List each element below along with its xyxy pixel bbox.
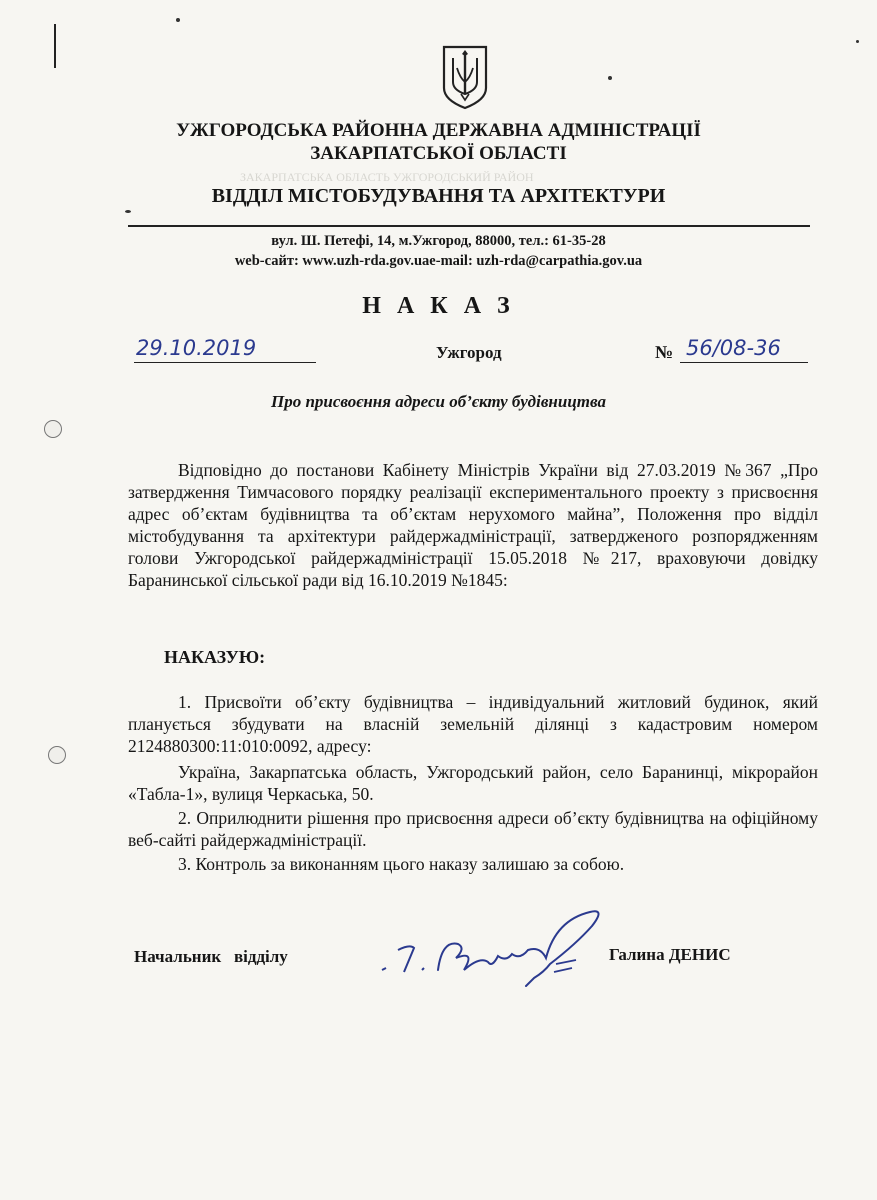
scan-speck bbox=[608, 76, 612, 80]
organization-name: УЖГОРОДСЬКА РАЙОННА ДЕРЖАВНА АДМІНІСТРАЦІЇ bbox=[176, 120, 701, 141]
issue-city: Ужгород bbox=[436, 343, 502, 362]
handwritten-signature bbox=[380, 900, 610, 990]
date-underline bbox=[134, 362, 316, 363]
signatory-role: Начальник відділу bbox=[134, 947, 288, 966]
order-item-3: 3. Контроль за виконанням цього наказу залишаю за собою. bbox=[178, 854, 625, 874]
handwritten-date: 29.10.2019 bbox=[136, 336, 257, 360]
postal-address: вул. Ш. Петефі, 14, м.Ужгород, 88000, тел.: 61-35-28 bbox=[271, 233, 606, 249]
preamble-paragraph: Відповідно до постанови Кабінету Міністрів України від 27.03.2019 №367 „Про затвердження Тимчасового порядку реалізації експериментального проекту з присвоєння адрес об’єктам будівництва та об’єктам нерухомого майна”, Положення про відділ містобудування та архітектури райдержадміністрації, затвердженого розпорядженням голови Ужгородської райдержадміністрації 15.05.2018 №217, враховуючи довідку Баранинської сільської ради від 16.10.2019 №1845: bbox=[128, 460, 818, 590]
order-item-1: 1. Присвоїти об’єкту будівництва – індивідуальний житловий будинок, який планується збудувати на власній земельній ділянці з кадастровим номером 2124880300:11:010:0092, адресу: bbox=[128, 692, 818, 756]
signatory-name: Галина ДЕНИС bbox=[609, 945, 731, 964]
punch-hole-top bbox=[44, 420, 62, 438]
order-keyword: НАКАЗУЮ: bbox=[164, 647, 266, 667]
number-label: № bbox=[655, 342, 674, 362]
department-name: ВІДДІЛ МІСТОБУДУВАННЯ ТА АРХІТЕКТУРИ bbox=[211, 185, 666, 207]
bleed-through-text: ЗАКАРПАТСЬКА ОБЛАСТЬ УЖГОРОДСЬКИЙ РАЙОН bbox=[240, 170, 534, 184]
binder-mark bbox=[54, 24, 56, 68]
scan-speck bbox=[176, 18, 180, 22]
web-contacts: web-сайт: www.uzh-rda.gov.uae-mail: uzh-rda@carpathia.gov.ua bbox=[234, 253, 643, 269]
number-underline bbox=[680, 362, 808, 363]
coat-of-arms-emblem bbox=[440, 44, 490, 110]
assigned-address: Україна, Закарпатська область, Ужгородський район, село Баранинці, мікрорайон «Табла-1», вулиця Черкаська, 50. bbox=[128, 762, 818, 804]
header-divider bbox=[128, 225, 810, 227]
organization-region: ЗАКАРПАТСЬКОЇ ОБЛАСТІ bbox=[310, 143, 567, 164]
handwritten-order-number: 56/08-36 bbox=[686, 336, 781, 360]
order-item-2: 2. Оприлюднити рішення про присвоєння адреси об’єкту будівництва на офіційному веб-сайті райдержадміністрації. bbox=[128, 808, 818, 850]
punch-hole-bottom bbox=[48, 746, 66, 764]
scan-speck bbox=[125, 210, 131, 213]
document-type-title: Н А К А З bbox=[362, 293, 515, 319]
order-subject: Про присвоєння адреси об’єкту будівництва bbox=[271, 392, 606, 411]
scan-speck bbox=[856, 40, 859, 43]
